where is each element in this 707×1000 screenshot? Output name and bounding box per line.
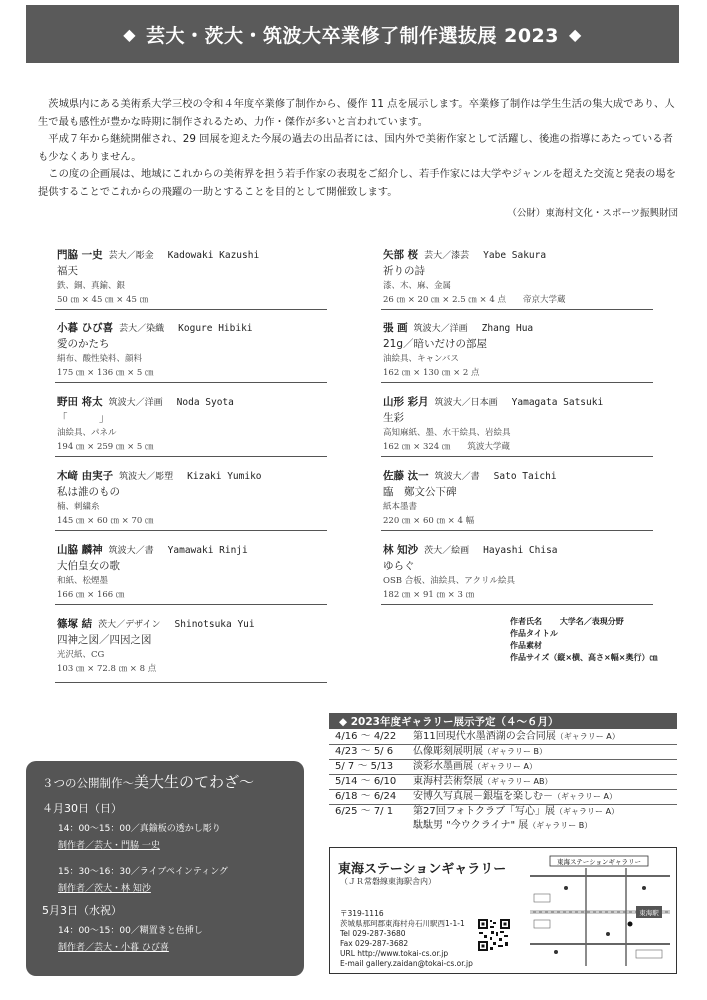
work-materials: 漆、木、麻、金属 <box>383 281 452 291</box>
schedule-title: 第27回フォトクラブ「写心」展 <box>413 806 556 817</box>
schedule-title: 淡彩水墨画展 <box>413 761 473 772</box>
divider <box>55 456 327 457</box>
work-size: 162 ㎝ × 130 ㎝ × 2 点 <box>383 368 480 378</box>
artist-name: 佐藤 汰一 <box>383 470 429 482</box>
artist-entry <box>383 395 603 454</box>
divider <box>381 604 653 605</box>
divider <box>55 682 327 683</box>
artist-major: 茨大／絵画 <box>424 546 470 556</box>
diamond-icon: ◆ <box>569 24 582 44</box>
artist-name: 山形 彩月 <box>383 396 429 408</box>
event-date: 5月3日（水祝） <box>42 904 122 917</box>
gallery-address: 〒319‐1116 茨城県那珂郡東海村舟石川駅西1-1-1 Tel 029‐287‐3680 Fax 029‐287‐3682 URL http://www.tokai-cs.or.jp E-mail gallery.zaidan@tokai-cs.or.jp <box>340 909 473 968</box>
schedule-gallery: （ギャラリー B） <box>483 747 548 756</box>
schedule-date: 5/14 ～ 6/10 <box>335 776 397 787</box>
gallery-name: 東海ステーションギャラリー <box>338 862 507 877</box>
event-time: 14：00～15：00／真鍮板の透かし彫り <box>58 824 221 834</box>
schedule-table <box>329 730 677 833</box>
artist-major: 芸大／彫金 <box>108 251 154 261</box>
work-materials: 和紙、松煙墨 <box>57 576 109 586</box>
map-title: 東海ステーションギャラリー <box>556 858 642 866</box>
work-size: 50 ㎝ × 45 ㎝ × 45 ㎝ <box>57 295 149 305</box>
work-materials: OSB 合板、油絵具、アクリル絵具 <box>383 576 515 586</box>
artist-name: 山脇 麟神 <box>57 544 103 556</box>
legend-size: 作品サイズ（縦×横、高さ×幅×奥行）㎝ <box>510 653 658 662</box>
gallery-email[interactable]: E-mail gallery.zaidan@tokai-cs.or.jp <box>340 959 473 968</box>
page-title: 芸大・茨大・筑波大卒業修了制作選抜展 2023 <box>146 24 559 47</box>
work-size: 103 ㎝ × 72.8 ㎝ × 8 点 <box>57 664 157 674</box>
artist-entry <box>383 543 558 602</box>
schedule-gallery: （ギャラリー A） <box>553 792 618 801</box>
intro-paragraph: 茨城県内にある美術系大学三校の令和４年度卒業修了制作から、優作 11 点を展示します。卒業修了制作は学生生活の集大成であり、人生で最も感性が豊かな時期に制作されるため、力作・傑作が多いと言われています。 <box>38 98 675 128</box>
schedule-title: 仏像彫刻展明展 <box>413 746 483 757</box>
qr-code-icon <box>477 918 511 952</box>
divider <box>381 309 653 310</box>
schedule-row <box>329 805 677 833</box>
artist-name: 小暮 ひび喜 <box>57 322 114 334</box>
schedule-date: 6/18 ～ 6/24 <box>335 791 397 802</box>
schedule-gallery: （ギャラリー A） <box>555 807 620 816</box>
work-title: 臨 鄭文公下碑 <box>383 486 457 498</box>
artist-major: 茨大／デザイン <box>98 620 161 630</box>
work-size: 175 ㎝ × 136 ㎝ × 5 ㎝ <box>57 368 154 378</box>
schedule-title: 第11回現代水墨酒湖の会合同展 <box>413 731 556 742</box>
work-size: 182 ㎝ × 91 ㎝ × 3 ㎝ <box>383 590 475 600</box>
artist-entry <box>57 248 259 307</box>
intro-paragraph: この度の企画展は、地域にこれからの美術界を担う若手作家の表現をご紹介し、若手作家には大学やジャンルを超えた交流と発表の場を提供することでこれからの飛躍の一助とすることを目的として開催致します。 <box>38 168 676 198</box>
work-size: 194 ㎝ × 259 ㎝ × 5 ㎝ <box>57 442 154 452</box>
work-materials: 鉄、銅、真鍮、銀 <box>57 281 126 291</box>
page-header <box>26 5 679 63</box>
artist-major: 筑波大／書 <box>108 546 154 556</box>
divider <box>381 530 653 531</box>
artist-entry <box>57 617 255 676</box>
schedule-row <box>329 760 677 775</box>
artist-entry <box>57 543 248 602</box>
access-map <box>526 854 672 969</box>
work-title: 祈りの詩 <box>383 265 425 277</box>
artist-name: 林 知沙 <box>383 544 419 556</box>
artist-roman: Sato Taichi <box>493 471 557 482</box>
legend-name: 作者氏名 <box>510 617 542 626</box>
intro-paragraph: 平成７年から継続開催され、29 回展を迎えた今展の過去の出品者には、国内外で美術作家として活躍し、後進の指導にあたっている者も少なくありません。 <box>38 133 673 163</box>
work-title: 生彩 <box>383 412 404 424</box>
artist-major: 筑波大／洋画 <box>413 324 468 334</box>
entry-legend <box>510 616 657 664</box>
schedule-row <box>329 775 677 790</box>
artist-roman: Kogure Hibiki <box>178 323 253 334</box>
work-materials: 紙本墨書 <box>383 502 418 512</box>
schedule-date: 4/23 ～ 5/ 6 <box>335 746 394 757</box>
divider <box>55 604 327 605</box>
artist-name: 矢部 桜 <box>383 249 419 261</box>
artist-entry <box>57 395 234 454</box>
artist-roman: Zhang Hua <box>481 323 534 334</box>
map-station: 東海駅 <box>639 909 659 917</box>
artist-entry <box>383 469 557 528</box>
work-materials: 楠、刺繍糸 <box>57 502 100 512</box>
work-size: 26 ㎝ × 20 ㎝ × 2.5 ㎝ × 4 点 帝京大学蔵 <box>383 295 566 305</box>
schedule-date: 6/25 ～ 7/ 1 <box>335 806 394 817</box>
schedule-gallery: （ギャラリー A） <box>555 732 620 741</box>
event-maker: 制作者／茨大・林 知沙 <box>58 884 151 894</box>
schedule-gallery: （ギャラリー B） <box>528 821 593 830</box>
event-date: ４月30日（日） <box>42 802 122 815</box>
divider <box>55 309 327 310</box>
diamond-icon: ◆ <box>123 24 136 44</box>
event-maker: 制作者／芸大・小暮 ひび喜 <box>58 943 169 953</box>
divider <box>381 382 653 383</box>
work-size: 166 ㎝ × 166 ㎝ <box>57 590 125 600</box>
work-materials: 絹布、酸性染料、顔料 <box>57 354 143 364</box>
work-title: 福天 <box>57 265 78 277</box>
divider <box>55 382 327 383</box>
artist-major: 芸大／染織 <box>119 324 165 334</box>
work-materials: 高知麻紙、墨、水干絵具、岩絵具 <box>383 428 511 438</box>
artist-entry <box>383 321 533 380</box>
schedule-row <box>329 745 677 760</box>
artist-name: 野田 将太 <box>57 396 103 408</box>
legend-univ: 大学名／表現分野 <box>559 617 624 626</box>
public-production-box <box>26 761 304 976</box>
artist-roman: Yamagata Satsuki <box>511 397 604 408</box>
artist-entry <box>57 469 262 528</box>
schedule-gallery: （ギャラリー A） <box>473 762 538 771</box>
artist-roman: Yamawaki Rinji <box>167 545 248 556</box>
legend-title: 作品タイトル <box>510 629 558 638</box>
artist-name: 木﨑 由実子 <box>57 470 114 482</box>
work-materials: 油絵具、パネル <box>57 428 117 438</box>
work-materials: 油絵具、キャンバス <box>383 354 459 364</box>
schedule-title: 東海村芸術祭展 <box>413 776 483 787</box>
artist-major: 筑波大／書 <box>434 472 480 482</box>
artist-roman: Noda Syota <box>176 397 234 408</box>
divider <box>55 530 327 531</box>
gallery-location: （ＪＲ常磐線東海駅舎内） <box>340 877 436 886</box>
artist-roman: Yabe Sakura <box>483 250 547 261</box>
artist-name: 篠塚 結 <box>57 618 93 630</box>
artist-roman: Kadowaki Kazushi <box>167 250 260 261</box>
work-title: 「 」 <box>57 412 110 424</box>
schedule-gallery: （ギャラリー AB） <box>483 777 553 786</box>
artist-roman: Kizaki Yumiko <box>187 471 262 482</box>
work-title: 四神之図／四因之図 <box>57 634 152 646</box>
divider <box>381 456 653 457</box>
artist-roman: Hayashi Chisa <box>483 545 558 556</box>
artist-major: 筑波大／彫塑 <box>119 472 174 482</box>
work-title: ゆらぐ <box>383 560 415 572</box>
events-heading: ３つの公開制作～美大生のてわざ～ <box>42 773 255 791</box>
schedule-row <box>329 730 677 745</box>
work-size: 162 ㎝ × 324 ㎝ 筑波大学蔵 <box>383 442 510 452</box>
organizer: （公財）東海村文化・スポーツ振興財団 <box>507 208 678 219</box>
legend-material: 作品素材 <box>510 641 542 650</box>
artist-name: 張 画 <box>383 322 408 334</box>
gallery-url[interactable]: URL http://www.tokai-cs.or.jp <box>340 949 449 958</box>
artist-major: 筑波大／洋画 <box>108 398 163 408</box>
work-materials: 光沢紙、CG <box>57 650 105 660</box>
work-title: 大伯皇女の歌 <box>57 560 120 572</box>
gallery-info-box <box>329 847 677 974</box>
artist-name: 門脇 一史 <box>57 249 103 261</box>
event-time: 14：00～15：00／糊置きと色挿し <box>58 926 203 936</box>
work-title: 私は誰のもの <box>57 486 120 498</box>
schedule-heading: ◆ 2023年度ギャラリー展示予定（４～６月） <box>329 713 677 729</box>
work-size: 145 ㎝ × 60 ㎝ × 70 ㎝ <box>57 516 154 526</box>
schedule-title: 駄駄男 "今ウクライナ" 展 <box>413 820 529 831</box>
artist-major: 芸大／漆芸 <box>424 251 470 261</box>
artist-major: 筑波大／日本画 <box>434 398 498 408</box>
work-title: 21g／暗いだけの部屋 <box>383 338 488 350</box>
event-time: 15：30～16：30／ライブペインティング <box>58 867 229 877</box>
schedule-row <box>329 790 677 805</box>
schedule-date: 5/ 7 ～ 5/13 <box>335 761 394 772</box>
schedule-title: 安博久写真展－銀塩を楽しむ－ <box>413 791 553 802</box>
work-title: 愛のかたち <box>57 338 110 350</box>
artist-entry <box>383 248 565 307</box>
schedule-date: 4/16 ～ 4/22 <box>335 731 397 742</box>
event-maker: 制作者／芸大・門脇 一史 <box>58 841 160 851</box>
work-size: 220 ㎝ × 60 ㎝ × 4 幅 <box>383 516 475 526</box>
artist-roman: Shinotsuka Yui <box>174 619 255 630</box>
artist-entry <box>57 321 253 380</box>
intro-text <box>38 96 678 223</box>
